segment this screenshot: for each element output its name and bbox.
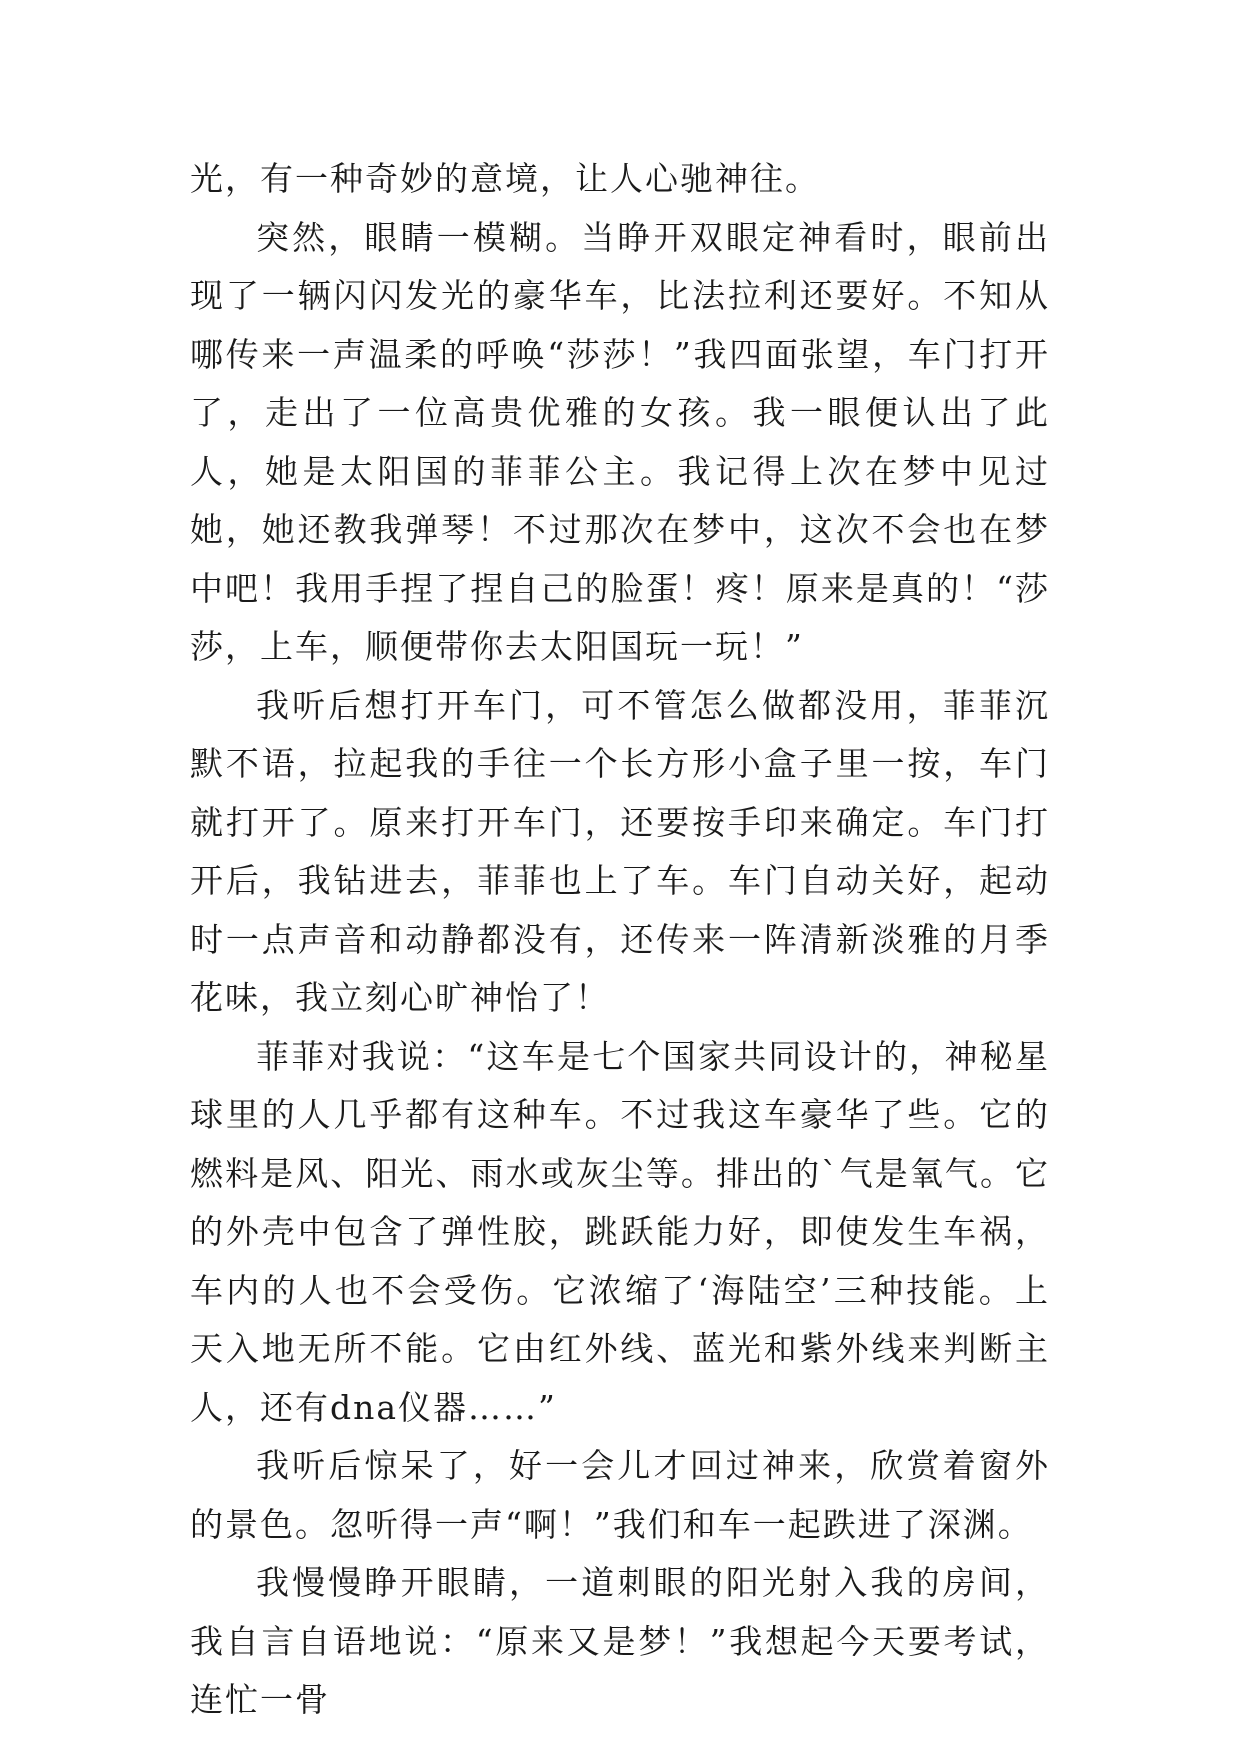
paragraph: 我慢慢睁开眼睛，一道刺眼的阳光射入我的房间，我自言自语地说：“原来又是梦！”我想起今天要考试，连忙一骨 <box>190 1563 1050 1719</box>
document-body <box>190 150 1050 1730</box>
paragraph: 我听后想打开车门，可不管怎么做都没用，菲菲沉默不语，拉起我的手往一个长方形小盒子里一按，车门就打开了。原来打开车门，还要按手印来确定。车门打开后，我钻进去，菲菲也上了车。车门自动关好，起动时一点声音和动静都没有，还传来一阵清新淡雅的月季花味，我立刻心旷神怡了！ <box>190 685 1050 1017</box>
paragraph: 菲菲对我说：“这车是七个国家共同设计的，神秘星球里的人几乎都有这种车。不过我这车豪华了些。它的燃料是风、阳光、雨水或灰尘等。排出的`气是氧气。它的外壳中包含了弹性胶，跳跃能力好，即使发生车祸，车内的人也不会受伤。它浓缩了‘海陆空’三种技能。上天入地无所不能。它由红外线、蓝光和紫外线来判断主人，还有dna仪器……” <box>190 1036 1050 1427</box>
paragraph: 我听后惊呆了，好一会儿才回过神来，欣赏着窗外的景色。忽听得一声“啊！”我们和车一起跌进了深渊。 <box>190 1446 1050 1544</box>
paragraph: 光，有一种奇妙的意境，让人心驰神往。 <box>190 159 820 198</box>
paragraph: 突然，眼睛一模糊。当睁开双眼定神看时，眼前出现了一辆闪闪发光的豪华车，比法拉利还要好。不知从哪传来一声温柔的呼唤“莎莎！”我四面张望，车门打开了，走出了一位高贵优雅的女孩。我一眼便认出了此人，她是太阳国的菲菲公主。我记得上次在梦中见过她，她还教我弹琴！不过那次在梦中，这次不会也在梦中吧！我用手捏了捏自己的脸蛋！疼！原来是真的！“莎莎，上车，顺便带你去太阳国玩一玩！” <box>190 217 1050 666</box>
